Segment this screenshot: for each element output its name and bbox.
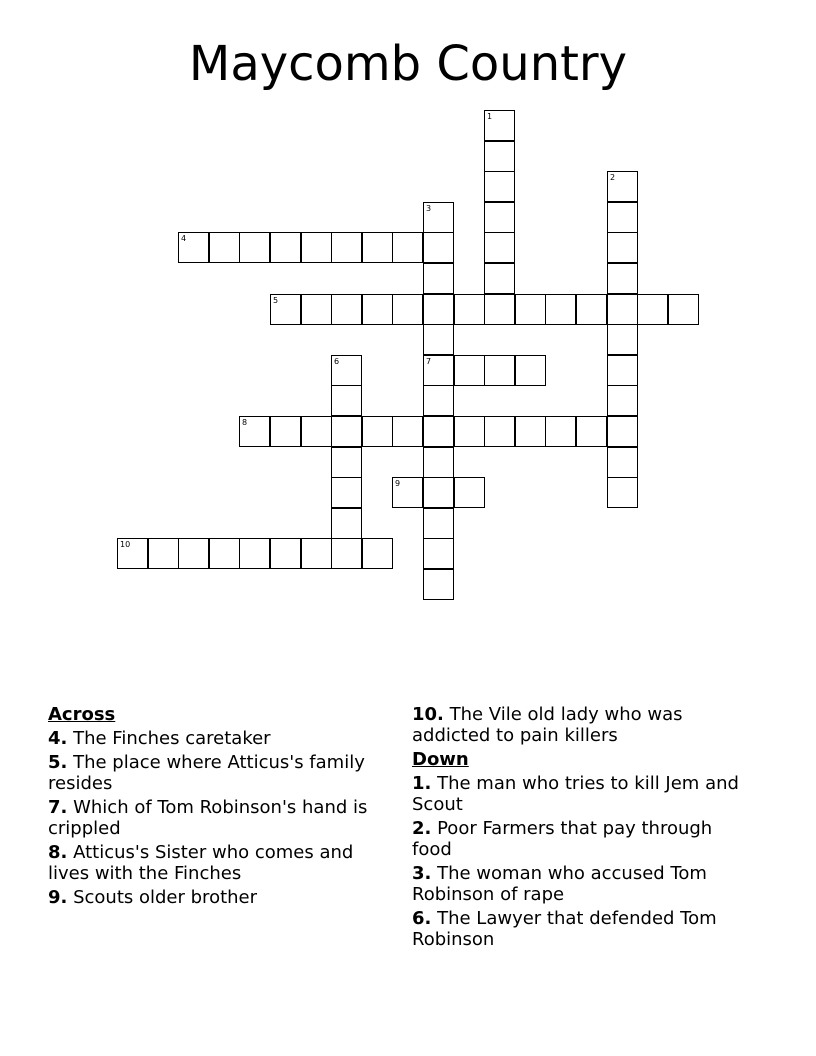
clue-across-10 <box>412 704 757 746</box>
cell-number: 9 <box>395 479 401 488</box>
crossword-cell[interactable] <box>392 294 423 325</box>
crossword-cell[interactable] <box>484 232 515 263</box>
cell-number: 3 <box>426 204 432 213</box>
clue-across-7 <box>48 797 388 839</box>
crossword-cell[interactable] <box>301 294 332 325</box>
crossword-cell[interactable] <box>392 477 423 508</box>
clue-text: The Lawyer that defended Tom Robinson <box>412 908 717 950</box>
crossword-cell[interactable] <box>331 294 362 325</box>
crossword-cell[interactable] <box>362 232 393 263</box>
crossword-cell[interactable] <box>178 232 209 263</box>
crossword-cell[interactable] <box>209 538 240 569</box>
cell-number: 4 <box>181 234 187 243</box>
crossword-cell[interactable] <box>607 232 638 263</box>
crossword-cell[interactable] <box>423 447 454 478</box>
crossword-cell[interactable] <box>607 294 638 325</box>
cell-number: 2 <box>610 173 616 182</box>
clue-across-5 <box>48 752 388 794</box>
clue-number: 6. <box>412 908 432 929</box>
crossword-cell[interactable] <box>362 294 393 325</box>
crossword-cell[interactable] <box>515 294 546 325</box>
cell-number: 6 <box>334 357 340 366</box>
crossword-cell[interactable] <box>270 538 301 569</box>
clue-down-2 <box>412 818 757 860</box>
cell-number: 1 <box>487 112 493 121</box>
crossword-cell[interactable] <box>301 416 332 447</box>
clue-down-3 <box>412 863 757 905</box>
clues-left-column <box>48 704 388 911</box>
crossword-cell[interactable] <box>484 110 515 141</box>
crossword-cell[interactable] <box>331 447 362 478</box>
crossword-cell[interactable] <box>423 355 454 386</box>
crossword-cell[interactable] <box>607 385 638 416</box>
clue-text: Poor Farmers that pay through food <box>412 818 713 860</box>
clue-text: Which of Tom Robinson's hand is crippled <box>48 797 368 839</box>
crossword-cell[interactable] <box>423 232 454 263</box>
crossword-cell[interactable] <box>484 171 515 202</box>
crossword-cell[interactable] <box>301 538 332 569</box>
crossword-cell[interactable] <box>545 294 576 325</box>
crossword-cell[interactable] <box>331 508 362 539</box>
crossword-cell[interactable] <box>423 294 454 325</box>
crossword-cell[interactable] <box>423 263 454 294</box>
crossword-cell[interactable] <box>484 355 515 386</box>
crossword-cell[interactable] <box>607 263 638 294</box>
crossword-cell[interactable] <box>484 416 515 447</box>
crossword-cell[interactable] <box>331 416 362 447</box>
crossword-cell[interactable] <box>392 416 423 447</box>
clue-number: 4. <box>48 728 68 749</box>
clues-right-column <box>412 704 757 953</box>
crossword-cell[interactable] <box>423 477 454 508</box>
crossword-cell[interactable] <box>209 232 240 263</box>
crossword-cell[interactable] <box>607 324 638 355</box>
crossword-cell[interactable] <box>454 477 485 508</box>
clue-text: Scouts older brother <box>67 887 258 908</box>
crossword-cell[interactable] <box>576 416 607 447</box>
clue-number: 2. <box>412 818 432 839</box>
cell-number: 5 <box>273 296 279 305</box>
crossword-cell[interactable] <box>331 355 362 386</box>
clue-text: The man who tries to kill Jem and Scout <box>412 773 739 815</box>
crossword-cell[interactable] <box>331 385 362 416</box>
clue-across-9 <box>48 887 388 908</box>
crossword-cell[interactable] <box>239 416 270 447</box>
crossword-cell[interactable] <box>515 355 546 386</box>
crossword-cell[interactable] <box>607 202 638 233</box>
clue-down-6 <box>412 908 757 950</box>
crossword-cell[interactable] <box>423 202 454 233</box>
clue-text: The woman who accused Tom Robinson of rape <box>412 863 707 905</box>
crossword-cell[interactable] <box>362 538 393 569</box>
crossword-cell[interactable] <box>148 538 179 569</box>
cell-number: 7 <box>426 357 432 366</box>
crossword-cell[interactable] <box>331 538 362 569</box>
down-heading: Down <box>412 749 469 770</box>
crossword-cell[interactable] <box>576 294 607 325</box>
crossword-cell[interactable] <box>454 355 485 386</box>
crossword-cell[interactable] <box>423 508 454 539</box>
crossword-cell[interactable] <box>454 294 485 325</box>
crossword-cell[interactable] <box>423 324 454 355</box>
crossword-cell[interactable] <box>607 171 638 202</box>
across-heading: Across <box>48 704 116 725</box>
clue-across-4 <box>48 728 388 749</box>
crossword-cell[interactable] <box>423 385 454 416</box>
crossword-cell[interactable] <box>484 263 515 294</box>
clue-number: 1. <box>412 773 432 794</box>
crossword-cell[interactable] <box>423 538 454 569</box>
crossword-cell[interactable] <box>270 416 301 447</box>
page-title: Maycomb Country <box>188 36 628 92</box>
crossword-cell[interactable] <box>270 232 301 263</box>
clue-text: The Vile old lady who was addicted to pain killers <box>412 704 683 746</box>
crossword-cell[interactable] <box>484 141 515 172</box>
crossword-cell[interactable] <box>607 477 638 508</box>
crossword-cell[interactable] <box>117 538 148 569</box>
clue-text: The place where Atticus's family resides <box>48 752 365 794</box>
crossword-cell[interactable] <box>239 538 270 569</box>
clue-number: 5. <box>48 752 68 773</box>
crossword-cell[interactable] <box>331 477 362 508</box>
crossword-cell[interactable] <box>637 294 668 325</box>
crossword-cell[interactable] <box>423 416 454 447</box>
crossword-cell[interactable] <box>362 416 393 447</box>
clue-number: 10. <box>412 704 444 725</box>
clue-text: Atticus's Sister who comes and lives with the Finches <box>48 842 354 884</box>
crossword-cell[interactable] <box>545 416 576 447</box>
crossword-cell[interactable] <box>392 232 423 263</box>
crossword-cell[interactable] <box>484 202 515 233</box>
clue-across-8 <box>48 842 388 884</box>
crossword-cell[interactable] <box>301 232 332 263</box>
clue-number: 8. <box>48 842 68 863</box>
clue-number: 9. <box>48 887 68 908</box>
crossword-cell[interactable] <box>178 538 209 569</box>
crossword-cell[interactable] <box>607 416 638 447</box>
crossword-cell[interactable] <box>515 416 546 447</box>
crossword-cell[interactable] <box>607 447 638 478</box>
clue-number: 3. <box>412 863 432 884</box>
clue-down-1 <box>412 773 757 815</box>
crossword-cell[interactable] <box>668 294 699 325</box>
crossword-cell[interactable] <box>270 294 301 325</box>
crossword-cell[interactable] <box>454 416 485 447</box>
crossword-cell[interactable] <box>331 232 362 263</box>
crossword-cell[interactable] <box>239 232 270 263</box>
crossword-cell[interactable] <box>423 569 454 600</box>
cell-number: 10 <box>120 540 131 549</box>
crossword-cell[interactable] <box>607 355 638 386</box>
crossword-cell[interactable] <box>484 294 515 325</box>
clue-number: 7. <box>48 797 68 818</box>
cell-number: 8 <box>242 418 248 427</box>
clue-text: The Finches caretaker <box>67 728 271 749</box>
